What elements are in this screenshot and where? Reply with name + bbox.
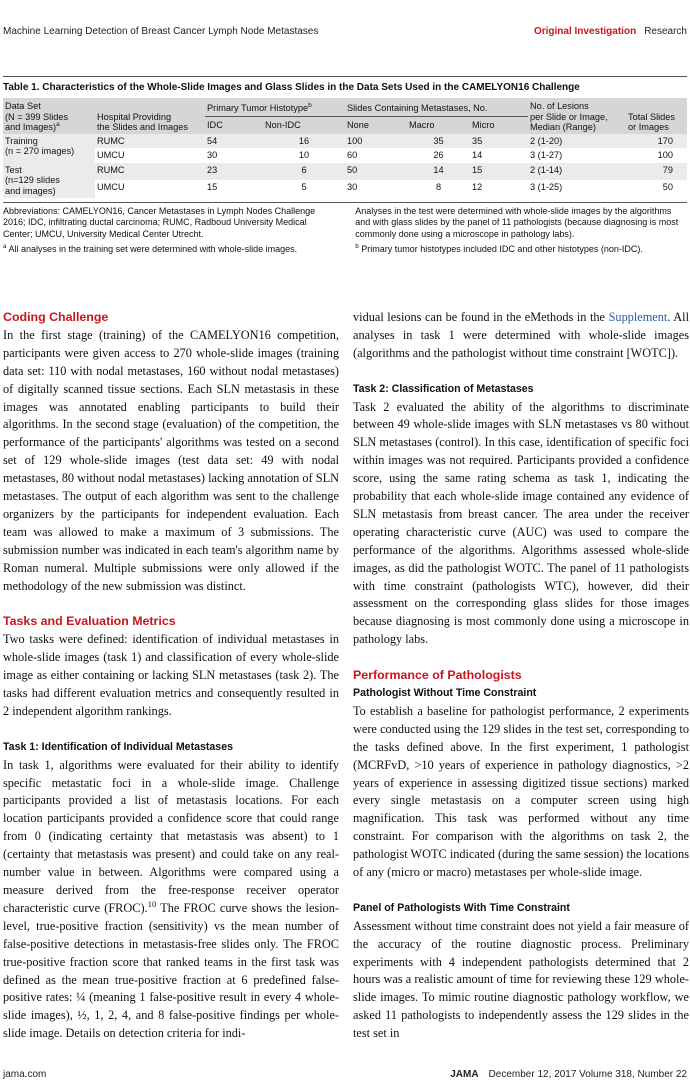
issue-info: December 12, 2017 Volume 318, Number 22 [488,1069,687,1080]
header-histotype: Primary Tumor Histotype$^b$ [205,98,345,116]
page-footer [3,1069,687,1083]
table-row [3,134,687,149]
cell-micro: 15 [470,163,528,181]
cell-lesions: 3 (1-25) [530,182,563,193]
table-row [3,180,687,198]
header-macro: Macro [407,116,470,133]
cell-non-idc: 16 [263,134,345,149]
footnote-a: $^a$ All analyses in the training set were determined with whole-slide images. [3,243,298,255]
cell-idc: 54 [205,134,263,149]
dataset-training: Training (n = 270 images) [3,134,95,163]
heading-performance-pathologists: Performance of Pathologists [353,668,522,683]
table-row [3,148,687,163]
cell-none: 100 [345,134,407,149]
cell-micro: 14 [472,150,483,160]
cell-macro: 14 [407,163,470,181]
cell-non-idc: 6 [263,163,345,181]
heading-panel-wtc: Panel of Pathologists With Time Constraint [353,901,570,914]
header-lesions: No. of Lesions per Slide or Image, Median (Range) [528,98,626,134]
section-label: Original Investigation [533,26,637,37]
abbreviations-note: Abbreviations: CAMELYON16, Cancer Metastases in Lymph Nodes Challenge 2016; IDC, infiltrating ductal carcinoma; RUMC, Radboud University Medical Center; UMCU, University Medical Center Utrecht. [3,206,316,239]
cell-none: 60 [347,150,358,160]
cell-hospital: UMCU [97,150,125,160]
running-head-right [534,26,687,37]
paragraph-coding-challenge: In the first stage (training) of the CAMELYON16 competition, participants were given access to 270 whole-slide images (training data set: 110 with nodal metastases, 160 without nodal metastases) of digitally scanned tissue sections. Each SLN metastasis in these images was annotated enabling participants to build their algorithms. In the second stage (evaluation) of the competition, the performance of the participants' algorithms was tested on a second set of 129 whole-slide images (test data set: 49 with nodal metastases, 80 without nodal metastases) lacking annotation of SLN metastases. The output of each algorithm was sent to the challenge organizers by the participants for independent evaluation. Each team was allowed to make a maximum of 3 submissions. The submission number was indicated in each team's algorithm name by Roman numeral. Multiple submissions were only allowed if the methodology of the new submission was distinct. [3,327,339,593]
cell-non-idc: 10 [298,150,310,160]
paragraph-task-2: Task 2 evaluated the ability of the algorithms to discriminate between 49 whole-slide images with SLN metastases vs 80 without SLN metastases (control). In this case, identification of specific foci within images was not required. Participants provided a confidence score, using the same rating schema as task 1, indicating the probability that each whole-slide image contained any evidence of SLN metastasis from breast cancer. The area under the receiver operating characteristic curve (AUC) was used to compare the performance of the algorithms. Algorithms assessed whole-slide images, as did the pathologist WOTC. The panel of 11 pathologists with time constraint (pathologists WTC), however, did their assessment on the corresponding glass slides for those images because diagnosing is most commonly done using a microscope in pathology labs. [353,399,689,647]
footer-citation [450,1069,687,1080]
site-link[interactable]: jama.com [3,1069,47,1080]
header-hospital: Hospital Providing the Slides and Images [95,98,205,134]
cell-idc: 30 [207,150,218,160]
cell-non-idc: 5 [301,182,307,193]
table-footnotes [3,202,687,260]
paragraph-panel-wtc: Assessment without time constraint does not yield a fair measure of the accuracy of the routine diagnostic process. Preliminary experiments with 4 independent pathologists determined that 2 hours was a realistic amount of time for reviewing these 129 whole-slide images. To mimic routine diagnostic pathology workflow, we asked 11 pathologists to independently assess the 129 slides in the test set in [353,918,689,1041]
cell-total: 170 [626,134,687,149]
paragraph-tasks: Two tasks were defined: identification of individual metastases in whole-slide images (task 1) and classification of every whole-slide image as either containing or lacking SLN metastases (task 2). The tasks had different evaluation metrics and consequently resulted in 2 independent algorithm rankings. [3,632,339,718]
heading-task-2: Task 2: Classification of Metastases [353,382,534,395]
running-head-title: Machine Learning Detection of Breast Cancer Lymph Node Metastases [3,26,319,37]
footnotes-left [3,206,335,260]
heading-pathologist-wotc: Pathologist Without Time Constraint [353,687,537,699]
cell-total: 79 [626,163,687,181]
body-column-right [353,309,689,1043]
table-row [3,163,687,181]
table-1 [3,76,687,260]
cell-total: 100 [657,150,673,160]
heading-tasks-metrics: Tasks and Evaluation Metrics [3,614,176,629]
header-none: None [345,116,407,133]
reference-10[interactable]: 10 [147,898,157,909]
header-non-idc: Non-IDC [263,116,345,133]
cell-none: 50 [345,163,407,181]
supplement-link[interactable]: Supplement [608,310,668,324]
article-type-label: Research [644,26,687,37]
footnote-b: $^b$ Primary tumor histotypes included IDC and other histotypes (non-IDC). [355,243,643,255]
cell-lesions: 2 (1-20) [528,134,626,149]
cell-hospital: UMCU [97,182,125,193]
cell-total: 50 [662,182,673,193]
paragraph-pathologist-wotc: To establish a baseline for pathologist performance, 2 experiments were conducted using the 129 slides in the test set, corresponding to the tasks defined above. In the first experiment, 1 pathologist (MCRFvD, >10 years of experience in pathology diagnostics, >2 years of experience in assessing digitized tissue sections) marked every single metastasis on a computer screen using high magnification. This task was performed without any time constraint. For comparison with the algorithms on task 2, the pathologist WOTC indicated (during the same session) the locations of any (micro or macro) metastases per whole-slide image. [353,703,689,880]
paragraph-task-1: In task 1, algorithms were evaluated for their ability to identify specific metastatic foci in a whole-slide image. Challenge participants provided a list of metastasis locations. For each location participants provided a confidence score that could range from 0 (indicating certainty that metastasis was absent) to 1 (certainty that metastasis was present) and could take on any real-number value in between. Algorithms were compared using a measure derived from the free-response receiver operator characteristic curve (FROC).$^{10}$ The FROC curve shows the lesion-level, true-positive fraction (sensitivity) vs the mean number of false-positive detections in metastasis-free slides only. The FROC true-positive fraction score that ranked teams in the first task was defined as the mean true-positive fraction at 6 predefined false-positive rates: ¼ (meaning 1 false-positive result in every 4 whole-slide images), ½, 1, 2, 4, and 8 false-positive findings per whole-slide image. Details on detection criteria for indi- [3,757,339,1041]
header-micro: Micro [470,116,528,133]
cell-macro: 35 [407,134,470,149]
header-dataset: Data Set (N = 399 Slides and Images)$^a$ [3,98,95,134]
cell-idc: 23 [205,163,263,181]
dataset-test: Test (n=129 slides and images) [3,163,95,199]
table-caption: Table 1. Characteristics of the Whole-Slide Images and Glass Slides in the Data Sets Used in the CAMELYON16 Challenge [3,76,687,98]
cell-micro: 35 [470,134,528,149]
cell-hospital: RUMC [95,163,205,181]
body-column-left [3,309,339,1043]
paragraph-task-1-continued: vidual lesions can be found in the eMethods in the Supplement. All analyses in task 1 were determined with whole-slide images (algorithms and the pathologist without time constraint [WOTC]). [353,310,690,360]
cell-macro: 8 [435,182,442,193]
characteristics-table [3,98,687,198]
cell-hospital: RUMC [95,134,205,149]
header-slides-metastases: Slides Containing Metastases, No. [345,98,528,116]
cell-lesions: 3 (1-27) [530,150,563,160]
journal-name: JAMA [450,1069,479,1080]
running-head [3,26,687,42]
header-idc: IDC [205,116,263,133]
heading-coding-challenge: Coding Challenge [3,310,109,324]
footnote-a-continued: Analyses in the test were determined with whole-slide images by the algorithms and with glass slides by the panel of 11 pathologists (because diagnosing is most commonly done using a microscope in pathology labs). [355,206,679,239]
cell-none: 30 [347,182,358,193]
cell-lesions: 2 (1-14) [528,163,626,181]
header-total: Total Slides or Images [626,98,687,134]
heading-task-1: Task 1: Identification of Individual Metastases [3,740,233,753]
cell-macro: 26 [433,150,444,160]
footnotes-right [355,206,687,260]
cell-idc: 15 [207,182,218,193]
cell-micro: 12 [472,182,483,193]
